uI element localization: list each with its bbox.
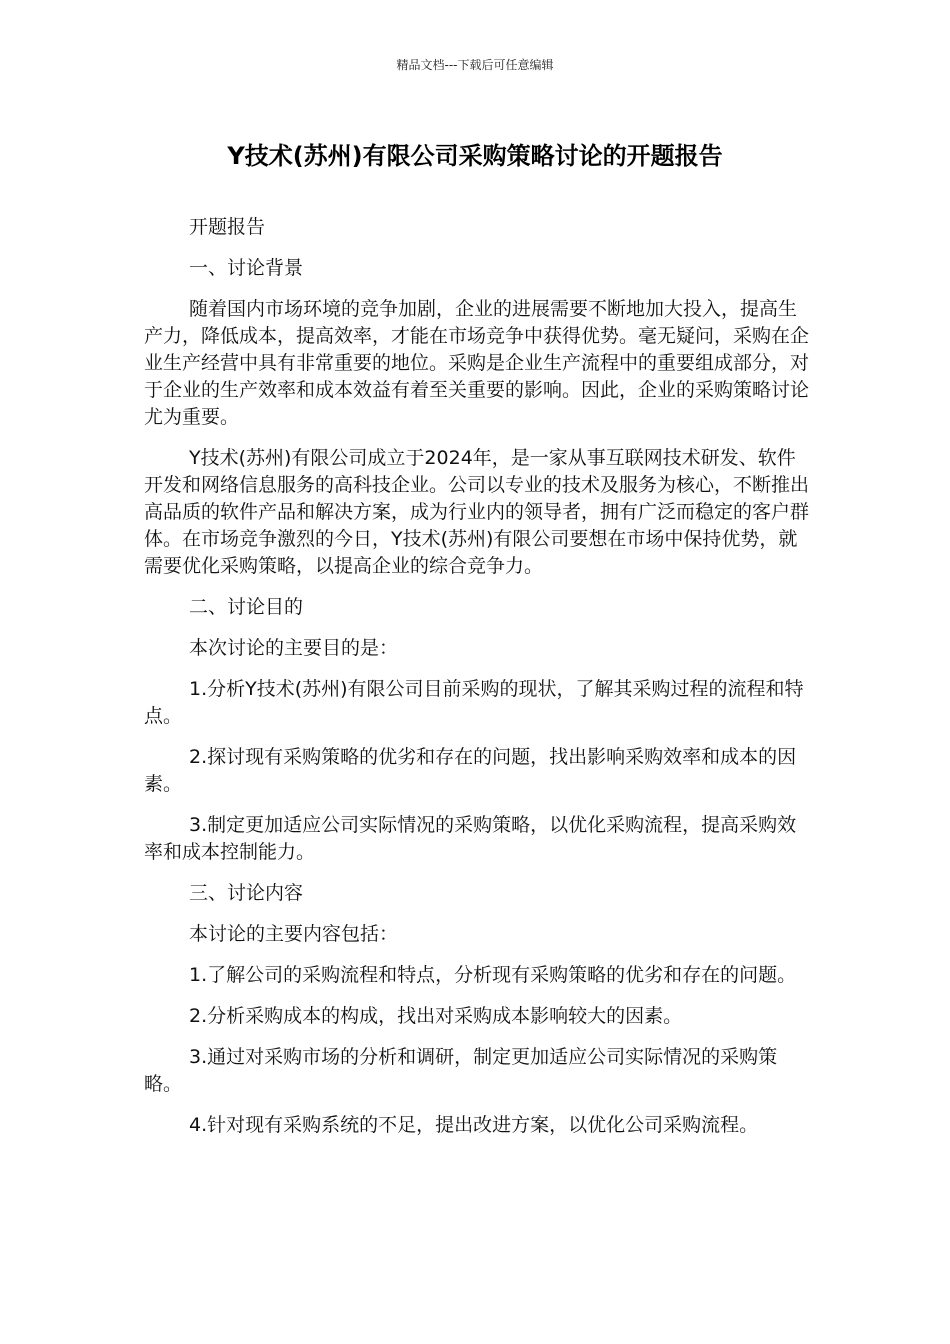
paragraph-background-1: 随着国内市场环境的竞争加剧，企业的进展需要不断地加大投入，提高生产力，降低成本，提高效率，才能在市场竞争中获得优势。毫无疑问，采购在企业生产经营中具有非常重要的地位。采购是企业生产流程中的重要组成部分，对于企业的生产效率和成本效益有着至关重要的影响。因此，企业的采购策略讨论尤为重要。 [144,298,810,428]
purpose-item-1: 1.分析Y技术(苏州)有限公司目前采购的现状，了解其采购过程的流程和特点。 [144,678,804,727]
content-item-4: 4.针对现有采购系统的不足，提出改进方案，以优化公司采购流程。 [189,1114,759,1136]
content-item-2: 2.分析采购成本的构成，找出对采购成本影响较大的因素。 [189,1005,683,1027]
heading-content: 三、讨论内容 [189,882,304,904]
purpose-item-3: 3.制定更加适应公司实际情况的采购策略，以优化采购流程，提高采购效率和成本控制能力。 [144,814,797,863]
page-header-watermark: 精品文档---下载后可任意编辑 [396,58,554,72]
section-label-report: 开题报告 [189,216,266,238]
content-item-3: 3.通过对采购市场的分析和调研，制定更加适应公司实际情况的采购策略。 [144,1046,778,1095]
heading-background: 一、讨论背景 [189,257,304,279]
heading-purpose: 二、讨论目的 [189,596,304,618]
document-title: Y技术(苏州)有限公司采购策略讨论的开题报告 [227,142,723,170]
paragraph-background-2: Y技术(苏州)有限公司成立于2024年，是一家从事互联网技术研发、软件开发和网络信息服务的高科技企业。公司以专业的技术及服务为核心，不断推出高品质的软件产品和解决方案，成为行业内的领导者，拥有广泛而稳定的客户群体。在市场竞争激烈的今日，Y技术(苏州)有限公司要想在市场中保持优势，就需要优化采购策略，以提高企业的综合竞争力。 [144,447,810,577]
purpose-item-2: 2.探讨现有采购策略的优劣和存在的问题，找出影响采购效率和成本的因素。 [144,746,797,795]
paragraph-content-intro: 本讨论的主要内容包括： [189,923,399,945]
paragraph-purpose-intro: 本次讨论的主要目的是： [189,637,399,659]
content-item-1: 1.了解公司的采购流程和特点，分析现有采购策略的优劣和存在的问题。 [189,964,797,986]
document-body [144,214,810,1153]
